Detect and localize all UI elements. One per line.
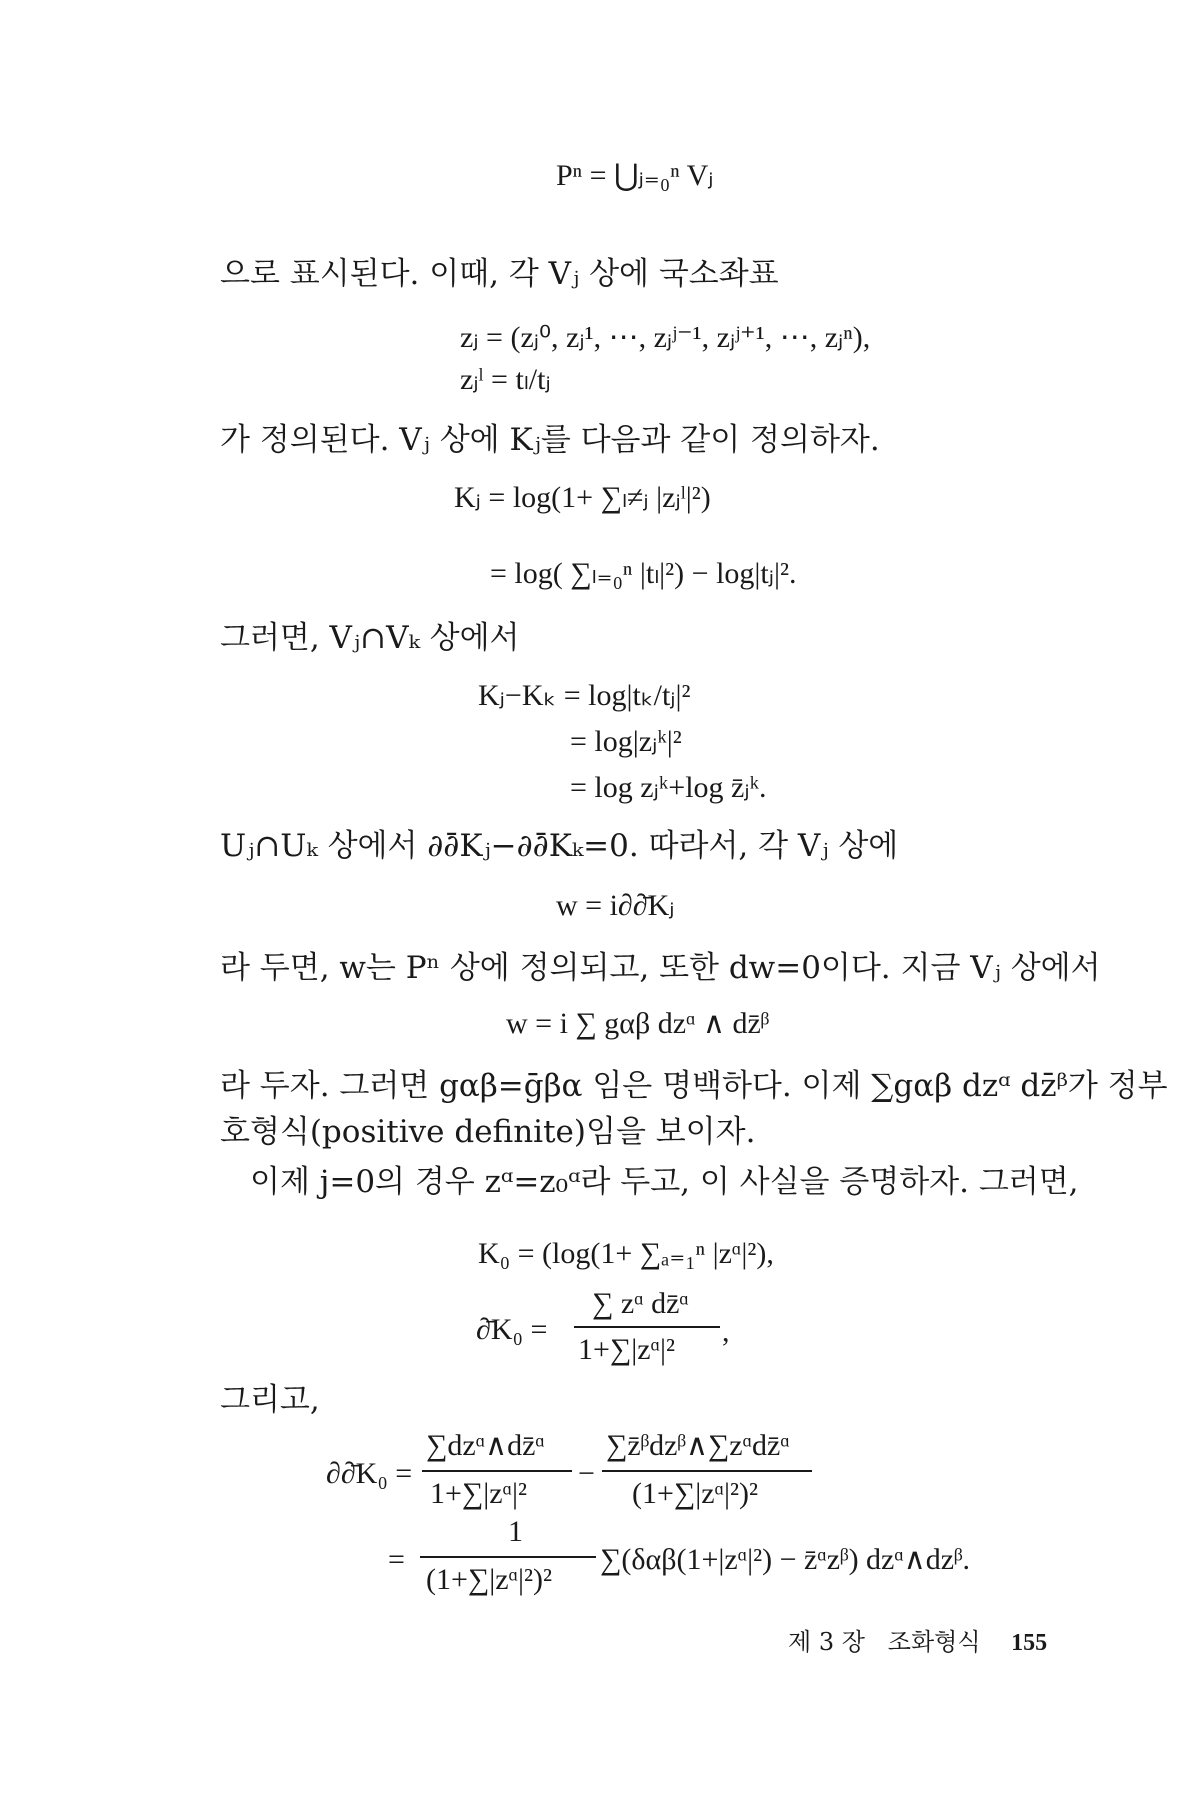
paragraph-local-coordinates: 으로 표시된다. 이때, 각 Vⱼ 상에 국소좌표 bbox=[220, 256, 779, 292]
equation-dbar-k0-lhs: ∂̄K₀ = bbox=[476, 1313, 548, 1346]
paragraph-w-on-pn: 라 두면, w는 Pⁿ 상에 정의되고, 또한 dw=0이다. 지금 Vⱼ 상에서 bbox=[220, 950, 1101, 986]
equation-ddbar-k0-second-denominator: (1+∑|zᵅ|²)² bbox=[426, 1563, 553, 1596]
equation-kj-def: Kⱼ = log(1+ ∑ₗ≠ⱼ |zⱼˡ|²) bbox=[454, 481, 711, 514]
fraction-bar bbox=[602, 1470, 812, 1472]
paragraph-case-j0: 이제 j=0의 경우 zᵅ=z₀ᵅ라 두고, 이 사실을 증명하자. 그러면, bbox=[250, 1164, 1079, 1200]
equation-log-zjk: = log|zⱼᵏ|² bbox=[570, 725, 682, 758]
paragraph-ddbar-zero: Uⱼ∩Uₖ 상에서 ∂∂̄Kⱼ−∂∂̄Kₖ=0. 따라서, 각 Vⱼ 상에 bbox=[220, 828, 899, 864]
equation-w-sum: w = i ∑ gαβ dzᵅ ∧ dz̄ᵝ bbox=[506, 1007, 770, 1040]
paragraph-hermitian: 라 두자. 그러면 gαβ=ḡβα 임은 명백하다. 이제 ∑gαβ dzᵅ dz̄ᵝ가 정부 bbox=[220, 1068, 1168, 1104]
equation-ddbar-k0-denominator-1: 1+∑|zᵅ|² bbox=[430, 1477, 528, 1510]
equation-ddbar-k0-denominator-2: (1+∑|zᵅ|²)² bbox=[632, 1477, 759, 1510]
equation-ddbar-k0-second-numerator: 1 bbox=[508, 1515, 523, 1548]
equation-projective-space: Pⁿ = ⋃ⱼ₌₀ⁿ Vⱼ bbox=[556, 159, 714, 192]
equation-zj-coordinates: zⱼ = (zⱼ⁰, zⱼ¹, ⋯, zⱼʲ⁻¹, zⱼʲ⁺¹, ⋯, zⱼⁿ), bbox=[460, 321, 871, 354]
fraction-bar bbox=[422, 1470, 572, 1472]
equation-dbar-k0-denominator: 1+∑|zᵅ|² bbox=[578, 1333, 676, 1366]
equation-log-sum: = log zⱼᵏ+log z̄ⱼᵏ. bbox=[570, 771, 767, 804]
page-number: 155 bbox=[1011, 1630, 1048, 1656]
equation-k0-def: K₀ = (log(1+ ∑ₐ₌₁ⁿ |zᵅ|²), bbox=[478, 1237, 774, 1270]
paragraph-then: 그러면, Vⱼ∩Vₖ 상에서 bbox=[220, 620, 520, 656]
equation-w-def: w = i∂∂̄Kⱼ bbox=[556, 889, 675, 922]
fraction-bar bbox=[420, 1556, 596, 1558]
paragraph-and: 그리고, bbox=[220, 1382, 320, 1418]
paragraph-define-kj: 가 정의된다. Vⱼ 상에 Kⱼ를 다음과 같이 정의하자. bbox=[220, 422, 880, 458]
equation-ddbar-k0-numerator-1: ∑dzᵅ∧dz̄ᵅ bbox=[426, 1429, 545, 1462]
footer-chapter: 제 3 장 bbox=[788, 1628, 865, 1656]
equation-equals: = bbox=[388, 1543, 405, 1576]
equation-dbar-k0-numerator: ∑ zᵅ dz̄ᵅ bbox=[592, 1287, 689, 1320]
equation-zjl-ratio: zⱼˡ = tₗ/tⱼ bbox=[460, 363, 551, 396]
equation-kj-expanded: = log( ∑ₗ₌₀ⁿ |tₗ|²) − log|tⱼ|². bbox=[490, 557, 797, 590]
running-footer bbox=[788, 1622, 1047, 1657]
fraction-bar bbox=[574, 1326, 720, 1328]
equation-ddbar-k0-second-sum: ∑(δαβ(1+|zᵅ|²) − z̄ᵅzᵝ) dzᵅ∧dzᵝ. bbox=[600, 1543, 971, 1576]
equation-ddbar-k0-lhs: ∂∂̄K₀ = bbox=[326, 1457, 413, 1490]
equation-kj-minus-kk: Kⱼ−Kₖ = log|tₖ/tⱼ|² bbox=[478, 679, 691, 712]
equation-minus: − bbox=[578, 1457, 595, 1490]
footer-title: 조화형식 bbox=[887, 1628, 981, 1656]
equation-comma: , bbox=[722, 1315, 730, 1348]
paragraph-positive-definite: 호형식(positive definite)임을 보이자. bbox=[220, 1114, 756, 1150]
equation-ddbar-k0-numerator-2: ∑z̄ᵝdzᵝ∧∑zᵅdz̄ᵅ bbox=[606, 1429, 790, 1462]
